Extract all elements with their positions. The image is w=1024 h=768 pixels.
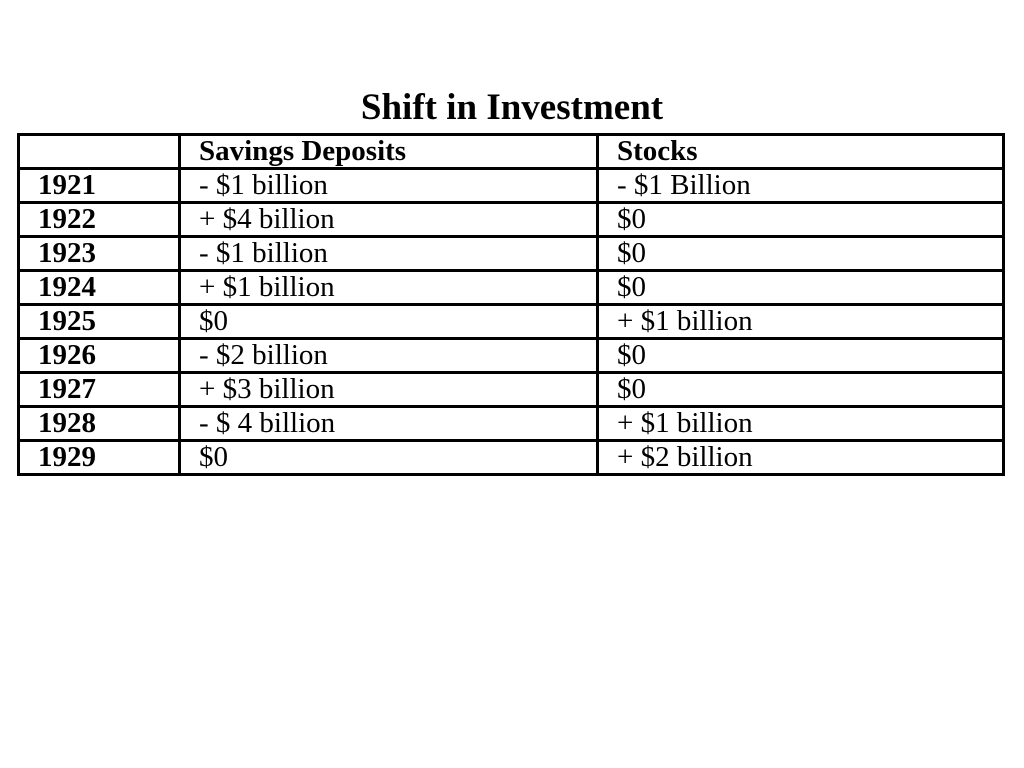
savings-cell: - $1 billion: [180, 169, 598, 203]
stocks-cell: $0: [598, 203, 1004, 237]
table-row: [19, 407, 1004, 441]
savings-cell: - $ 4 billion: [180, 407, 598, 441]
stocks-cell: - $1 Billion: [598, 169, 1004, 203]
year-cell: 1923: [19, 237, 180, 271]
stocks-cell: + $2 billion: [598, 441, 1004, 475]
year-cell: 1925: [19, 305, 180, 339]
savings-cell: $0: [180, 305, 598, 339]
stocks-cell: + $1 billion: [598, 305, 1004, 339]
page-title: Shift in Investment: [360, 87, 664, 128]
table-row: [19, 169, 1004, 203]
table-row: [19, 339, 1004, 373]
header-stocks: Stocks: [598, 135, 1004, 169]
investment-table: [17, 133, 1005, 476]
savings-cell: $0: [180, 441, 598, 475]
stocks-cell: $0: [598, 339, 1004, 373]
savings-cell: + $1 billion: [180, 271, 598, 305]
table-row: [19, 203, 1004, 237]
stocks-cell: $0: [598, 237, 1004, 271]
savings-cell: - $2 billion: [180, 339, 598, 373]
table-header-row: [19, 135, 1004, 169]
year-cell: 1926: [19, 339, 180, 373]
stocks-cell: + $1 billion: [598, 407, 1004, 441]
year-cell: 1927: [19, 373, 180, 407]
savings-cell: + $3 billion: [180, 373, 598, 407]
table-row: [19, 373, 1004, 407]
stocks-cell: $0: [598, 271, 1004, 305]
year-cell: 1922: [19, 203, 180, 237]
savings-cell: + $4 billion: [180, 203, 598, 237]
year-cell: 1928: [19, 407, 180, 441]
header-year: [19, 135, 180, 169]
year-cell: 1929: [19, 441, 180, 475]
stocks-cell: $0: [598, 373, 1004, 407]
table-row: [19, 305, 1004, 339]
table-row: [19, 271, 1004, 305]
year-cell: 1924: [19, 271, 180, 305]
table-row: [19, 441, 1004, 475]
header-savings-deposits: Savings Deposits: [180, 135, 598, 169]
year-cell: 1921: [19, 169, 180, 203]
table-row: [19, 237, 1004, 271]
savings-cell: - $1 billion: [180, 237, 598, 271]
